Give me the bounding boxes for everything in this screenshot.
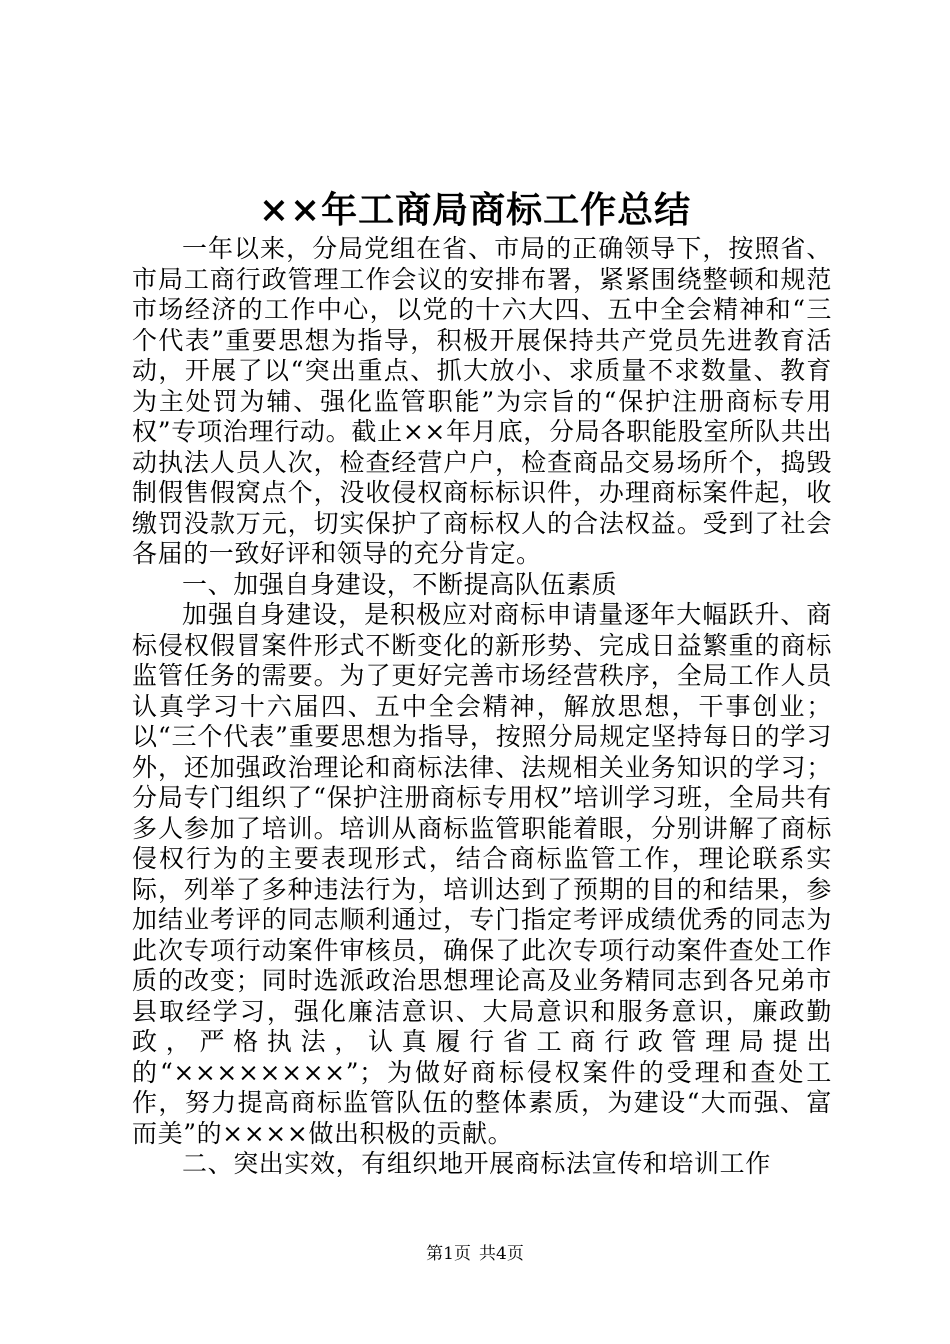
section-1-paragraph: 加强自身建设，是积极应对商标申请量逐年大幅跃升、商标侵权假冒案件形式不断变化的新形势、完成日益繁重的商标监管任务的需要。为了更好完善市场经营秩序，全局工作人员认真学习十六届四、五中全会精神，解放思想，干事创业；以“三个代表”重要思想为指导，按照分局规定坚持每日的学习外，还加强政治理论和商标法律、法规相关业务知识的学习；分局专门组织了“保护注册商标专用权”培训学习班，全局共有多人参加了培训。培训从商标监管职能着眼，分别讲解了商标侵权行为的主要表现形式，结合商标监管工作，理论联系实际，列举了多种违法行为，培训达到了预期的目的和结果，参加结业考评的同志顺利通过，专门指定考评成绩优秀的同志为此次专项行动案件审核员，确保了此次专项行动案件查处工作质的改变；同时选派政治思想理论高及业务精同志到各兄弟市县取经学习，强化廉洁意识、大局意识和服务意识，廉政勤政，严格执法，认真履行省工商行政管理局提出的“××××××××”；为做好商标侵权案件的受理和查处工作，努力提高商标监管队伍的整体素质，为建设“大而强、富而美”的××××做出积极的贡献。 <box>132 600 832 1148</box>
section-heading-2: 二、突出实效，有组织地开展商标法宣传和培训工作 <box>182 1149 771 1178</box>
document-title: ××年工商局商标工作总结 <box>258 189 692 231</box>
document-body <box>132 234 832 1180</box>
intro-paragraph: 一年以来，分局党组在省、市局的正确领导下，按照省、市局工商行政管理工作会议的安排布署，紧紧围绕整顿和规范市场经济的工作中心，以党的十六大四、五中全会精神和“三个代表”重要思想为指导，积极开展保持共产党员先进教育活动，开展了以“突出重点、抓大放小、求质量不求数量、教育为主处罚为辅、强化监管职能”为宗旨的“保护注册商标专用权”专项治理行动。截止××年月底，分局各职能股室所队共出动执法人员人次，检查经营户户，检查商品交易场所个，捣毁制假售假窝点个，没收侵权商标标识件，办理商标案件起，收缴罚没款万元，切实保护了商标权人的合法权益。受到了社会各届的一致好评和领导的充分肯定。 <box>132 234 832 568</box>
page-footer <box>0 1243 950 1265</box>
page-number: 第1页 <box>426 1244 471 1264</box>
section-heading-1: 一、加强自身建设，不断提高队伍素质 <box>182 569 618 599</box>
page-total: 共4页 <box>479 1244 524 1264</box>
